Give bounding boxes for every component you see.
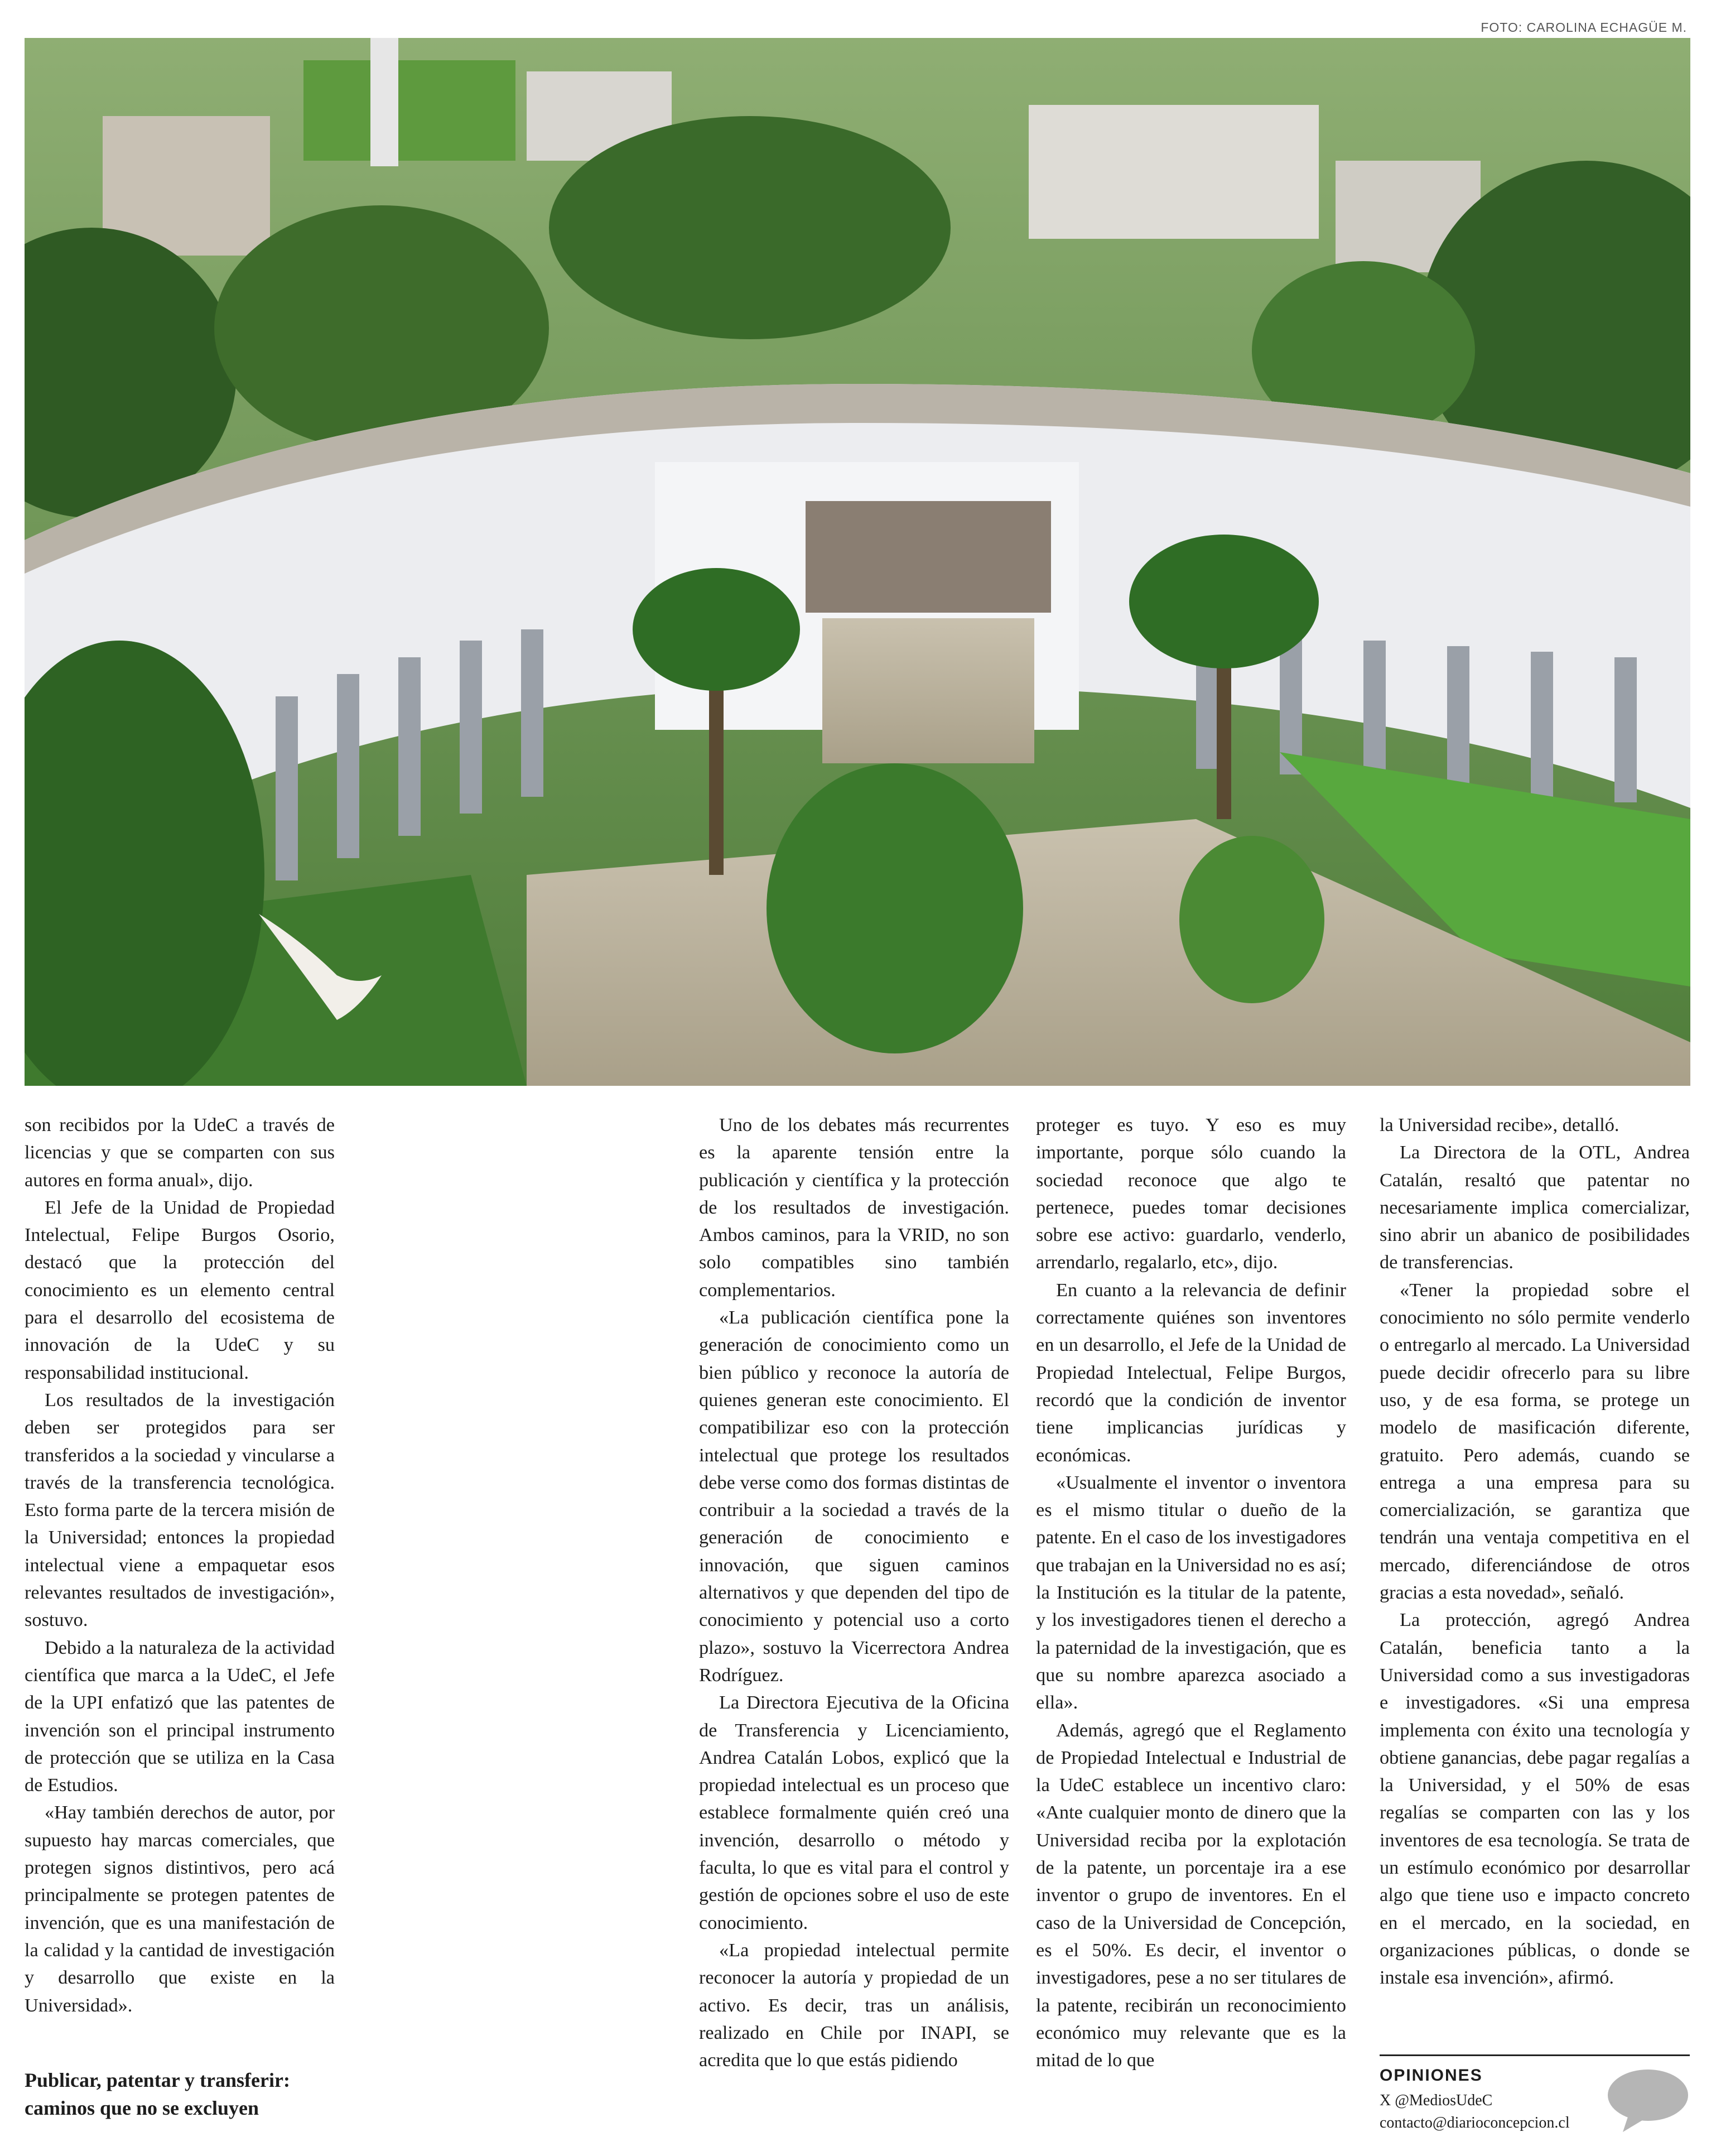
speech-bubble-icon — [1606, 2066, 1690, 2133]
paragraph: «La propiedad intelectual permite reconocer la autoría y propiedad de un activo. Es decir, tras un análisis, realizado en Chile por INAPI, se acredita que lo que estás pidiendo — [699, 1939, 1009, 2071]
paragraph: proteger es tuyo. Y eso es muy importante, porque sólo cuando la sociedad reconoce que algo te pertenece, puedes tomar decisiones sobre ese activo: guardarlo, venderlo, arrendarlo, regalarlo, etc», dijo. — [1036, 1114, 1346, 1273]
paragraph: «Usualmente el inventor o inventora es el mismo titular o dueño de la patente. En el caso de los investigadores que trabajan en la Universidad no es así; la Institución es la titular de la patente, y los investigadores tienen el derecho a la paternidad de la investigación, que es que su nombre aparezca asociado a ella». — [1036, 1471, 1346, 1714]
photo-credit: FOTO: CAROLINA ECHAGÜE M. — [1481, 20, 1687, 35]
paragraph: Además, agregó que el Reglamento de Propiedad Intelectual e Industrial de la UdeC establece un incentivo claro: «Ante cualquier monto de dinero que la Universidad reciba por la explotación de la patente, un porcentaje ira a ese inventor o grupo de inventores. En el caso de la Universidad de Concepción, es el 50%. Es decir, el inventor o investigadores, pese a no ser titulares de la patente, recibirán un reconocimiento económico muy relevante que es la mitad de lo que — [1036, 1719, 1346, 2071]
paragraph: Debido a la naturaleza de la actividad científica que marca a la UdeC, el Jefe de la UPI enfatizó que las patentes de invención son el principal instrumento de protección que se utiliza en la Casa de Estudios. — [25, 1637, 335, 1796]
social-handle[interactable]: X @MediosUdeC — [1380, 2092, 1493, 2109]
paragraph: El Jefe de la Unidad de Propiedad Intelectual, Felipe Burgos Osorio, destacó que la protección del conocimiento es un elemento central para el desarrollo del ecosistema de innovación de la UdeC y su responsabilidad institucional. — [25, 1196, 335, 1383]
campus-aerial-photo — [25, 38, 1690, 1086]
paragraph: «Hay también derechos de autor, por supuesto hay marcas comerciales, que protegen signos distintivos, pero acá principalmente se protegen patentes de invención, que es una manifestación de la calidad y la cantidad de investigación y desarrollo que existe en la Universidad». — [25, 1802, 335, 2016]
paragraph: la Universidad recibe», detalló. — [1380, 1114, 1619, 1135]
paragraph: La Directora Ejecutiva de la Oficina de Transferencia y Licenciamiento, Andrea Catalán Lobos, explicó que la propiedad intelectual es un proceso que establece formalmente quién creó una invención, desarrollo o método y faculta, lo que es vital para el control y gestión de opciones sobre el uso de este conocimiento. — [699, 1692, 1009, 1933]
paragraph: Uno de los debates más recurrentes es la aparente tensión entre la publicación y científica y la protección de los resultados de investigación. Ambos caminos, para la VRID, no son solo compatibles sino también complementarios. — [699, 1114, 1009, 1301]
paragraph: «Tener la propiedad sobre el conocimiento no sólo permite venderlo o entregarlo al mercado. La Universidad puede decidir ofrecerlo para su libre uso, y de esa forma, se protege un modelo de masificación diferente, gratuito. Pero además, cuando se entrega a una empresa para su comercialización, se garantiza que tendrán una ventaja competitiva en el mercado, diferenciándose de otros gracias a esta novedad», señaló. — [1380, 1279, 1690, 1604]
paragraph: La protección, agregó Andrea Catalán, beneficia tanto a la Universidad como a sus investigadoras e investigadores. «Si una empresa implementa con éxito una tecnología y obtiene ganancias, debe pagar regalías a la Universidad, y el 50% de esas regalías se comparten con las y los inventores de esa tecnología. Se trata de un estímulo económico por desarrollar algo que tiene uso e impacto concreto en el mercado, en la sociedad, en organizaciones públicas, o donde se instale esa invención», afirmó. — [1380, 1609, 1690, 1989]
subheading-line-1: Publicar, patentar y transferir: — [25, 2069, 290, 2091]
section-subheading — [25, 2066, 348, 2122]
text-column-2 — [699, 1111, 1009, 2074]
text-column-3 — [1036, 1111, 1346, 2074]
opinions-title: OPINIONES — [1380, 2066, 1483, 2085]
contact-email[interactable]: contacto@diarioconcepcion.cl — [1380, 2114, 1570, 2131]
paragraph: «La publicación científica pone la generación de conocimiento como un bien público y reconoce la autoría de quienes generan este conocimiento. El compatibilizar eso con la protección intelectual que protege los resultados debe verse como dos formas distintas de contribuir a la sociedad a través de la generación de conocimiento e innovación, que siguen caminos alternativos y que dependen del tipo de conocimiento y potencial uso a corto plazo», sostuvo la Vicerrectora Andrea Rodríguez. — [699, 1307, 1009, 1686]
paragraph: En cuanto a la relevancia de definir correctamente quiénes son inventores en un desarrollo, el Jefe de la Unidad de Propiedad Intelectual, Felipe Burgos, recordó que la condición de inventor tiene implicancias jurídicas y económicas. — [1036, 1279, 1346, 1466]
text-column-4 — [1380, 1111, 1690, 1992]
subheading-line-2: caminos que no se excluyen — [25, 2097, 259, 2119]
paragraph: Los resultados de la investigación deben ser protegidos para ser transferidos a la sociedad y vincularse a través de la transferencia tecnológica. Esto forma parte de la tercera misión de la Universidad; entonces la propiedad intelectual viene a empaquetar esos relevantes resultados de investigación», sostuvo. — [25, 1389, 335, 1631]
paragraph: son recibidos por la UdeC a través de licencias y que se comparten con sus autores en forma anual», dijo. — [25, 1114, 335, 1191]
opinions-box — [1380, 2054, 1690, 2140]
text-column-1 — [25, 1111, 335, 2019]
paragraph: La Directora de la OTL, Andrea Catalán, resaltó que patentar no necesariamente implica comercializar, sino abrir un abanico de posibilidades de transferencias. — [1380, 1142, 1690, 1273]
